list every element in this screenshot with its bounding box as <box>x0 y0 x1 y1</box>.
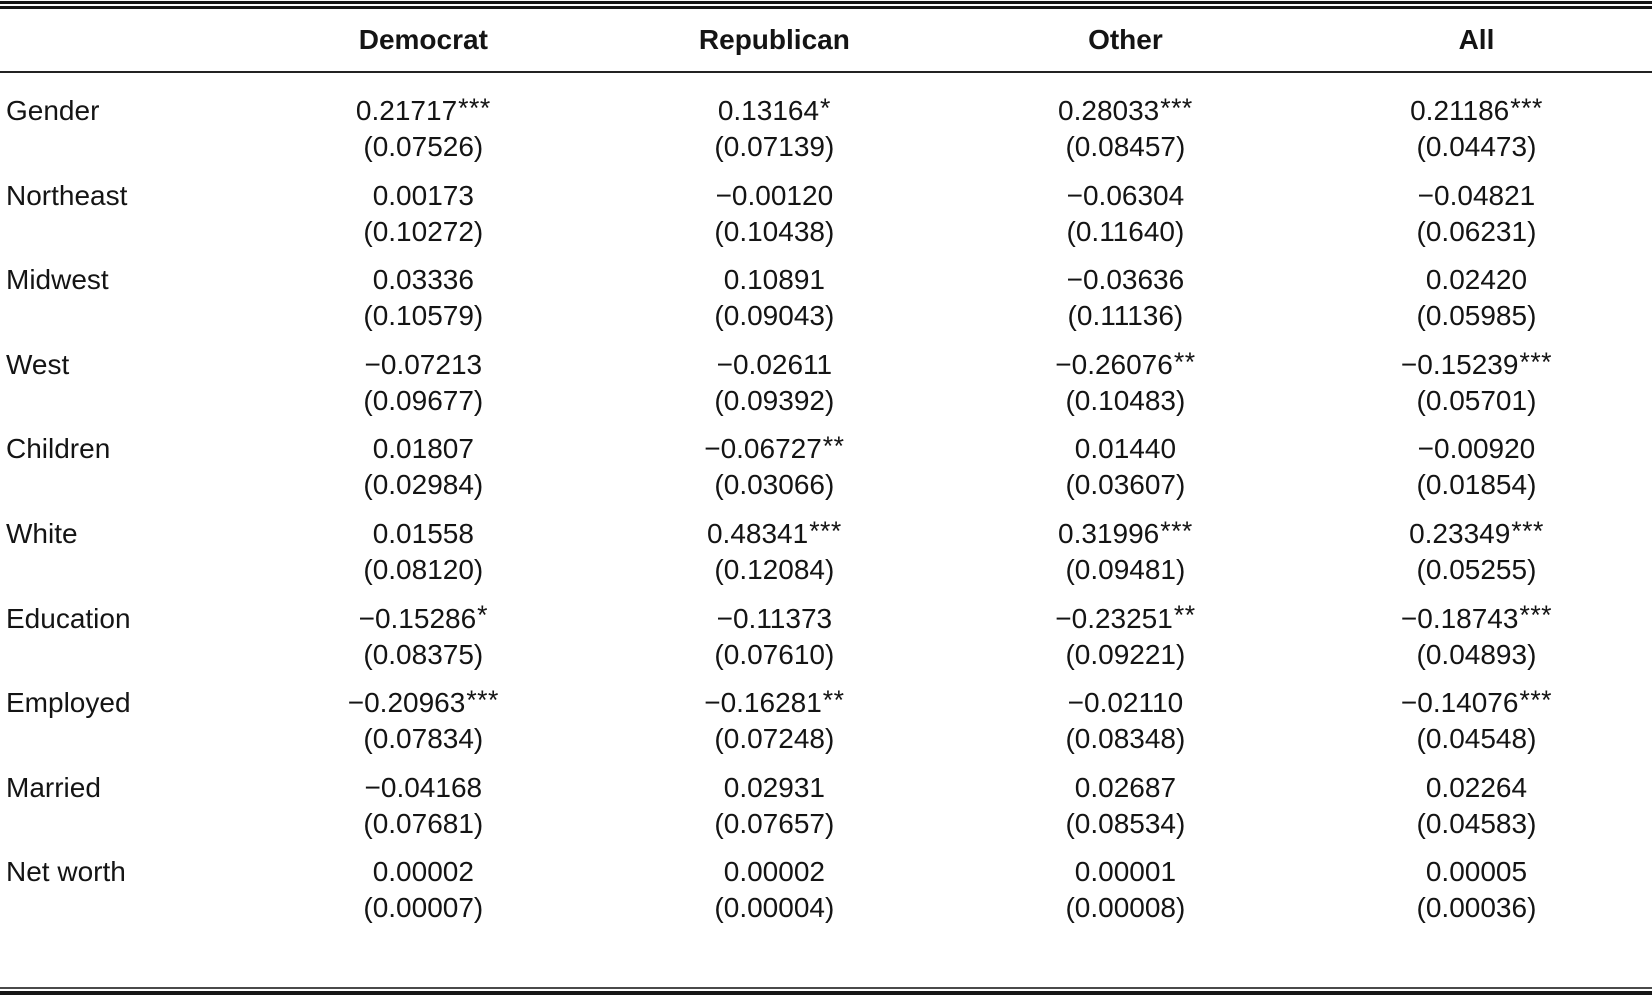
coefficient-value: 0.02687 <box>1074 771 1177 803</box>
standard-error: (0.04473) <box>1416 131 1537 162</box>
estimate-cell <box>599 174 950 259</box>
estimate-line <box>248 597 599 637</box>
estimate-line <box>950 343 1301 383</box>
standard-error: (0.07610) <box>714 638 835 670</box>
estimate-line <box>1301 174 1652 214</box>
significance-stars: *** <box>1519 346 1553 377</box>
estimate-cell <box>248 258 599 343</box>
estimate-cell <box>248 89 599 174</box>
row-label: Employed <box>6 687 131 719</box>
estimate-line <box>1301 427 1652 467</box>
significance-stars: *** <box>1511 515 1544 546</box>
estimate-cell <box>248 597 599 682</box>
standard-error: (0.00004) <box>714 892 835 924</box>
coefficient-value: 0.01807 <box>372 433 474 465</box>
standard-error: (0.10272) <box>363 215 484 247</box>
estimate-line <box>1301 89 1652 129</box>
standard-error: (0.00007) <box>363 892 484 924</box>
estimate-cell <box>950 512 1301 597</box>
estimate-cell <box>1301 766 1652 851</box>
column-header: Democrat <box>358 24 488 55</box>
estimate-cell <box>950 427 1301 512</box>
estimate-cell <box>950 174 1301 259</box>
standard-error: (0.08534) <box>1065 807 1186 839</box>
estimate-cell <box>1301 174 1652 259</box>
standard-error: (0.10438) <box>714 215 835 247</box>
header-row <box>0 9 1652 71</box>
column-header: All <box>1458 24 1495 55</box>
estimate-cell <box>1301 681 1652 766</box>
coefficient-value: −0.11373 <box>716 602 833 634</box>
estimate-cell <box>599 89 950 174</box>
coefficient-value: 0.23349 <box>1409 517 1511 549</box>
coefficient-value: 0.01558 <box>372 517 474 549</box>
row-label: Education <box>6 602 131 634</box>
row-label: Net worth <box>6 856 126 888</box>
estimate-cell <box>599 681 950 766</box>
coefficient-value: 0.00173 <box>372 179 474 211</box>
coefficient-value: −0.03636 <box>1066 264 1185 296</box>
standard-error: (0.04548) <box>1416 723 1537 755</box>
significance-stars: ** <box>1173 346 1196 377</box>
coefficient-value: −0.06727 <box>704 433 822 465</box>
coefficient-value: 0.21717 <box>355 95 458 126</box>
coefficient-value: 0.28033 <box>1058 95 1160 126</box>
estimate-line <box>950 681 1301 721</box>
estimate-cell <box>248 850 599 935</box>
significance-stars: *** <box>1519 684 1553 715</box>
significance-stars: *** <box>1160 92 1193 123</box>
significance-stars: *** <box>1510 92 1543 123</box>
estimate-line <box>950 174 1301 214</box>
estimate-line <box>950 597 1301 637</box>
estimate-cell <box>1301 512 1652 597</box>
significance-stars: * <box>820 92 831 123</box>
table-row <box>0 258 1652 343</box>
table-top-rule <box>0 1 1652 9</box>
standard-error: (0.09043) <box>714 300 835 332</box>
standard-error: (0.09221) <box>1065 638 1186 670</box>
standard-error: (0.01854) <box>1416 469 1537 501</box>
row-label: Gender <box>6 95 100 126</box>
estimate-line <box>950 512 1301 552</box>
coefficient-value: 0.10891 <box>723 264 825 296</box>
estimate-cell <box>950 89 1301 174</box>
estimate-line <box>248 681 599 721</box>
standard-error: (0.04893) <box>1416 638 1537 670</box>
table-row <box>0 766 1652 851</box>
estimate-line <box>1301 597 1652 637</box>
coefficient-value: −0.26076 <box>1055 348 1173 380</box>
estimate-cell <box>1301 427 1652 512</box>
column-header: Republican <box>698 24 850 55</box>
regression-table <box>0 1 1652 995</box>
estimate-cell <box>1301 89 1652 174</box>
coefficient-value: 0.21186 <box>1410 95 1510 126</box>
coefficient-value: 0.00005 <box>1425 856 1528 888</box>
estimate-line <box>599 427 950 467</box>
standard-error: (0.07139) <box>714 131 835 162</box>
estimate-cell <box>248 512 599 597</box>
estimate-cell <box>599 343 950 428</box>
estimate-line <box>950 850 1301 890</box>
row-label: Northeast <box>6 179 128 211</box>
estimate-line <box>599 766 950 806</box>
standard-error: (0.07834) <box>363 723 484 755</box>
estimate-line <box>599 850 950 890</box>
standard-error: (0.12084) <box>714 553 835 585</box>
coefficient-value: −0.02110 <box>1067 687 1184 719</box>
estimate-line <box>248 766 599 806</box>
standard-error: (0.03607) <box>1065 469 1186 501</box>
estimate-line <box>599 681 950 721</box>
standard-error: (0.08457) <box>1065 131 1186 162</box>
estimate-cell <box>599 427 950 512</box>
coefficient-value: −0.04821 <box>1417 179 1536 211</box>
row-label: Married <box>6 771 101 803</box>
coefficient-value: −0.02611 <box>716 348 833 380</box>
significance-stars: *** <box>1519 600 1553 631</box>
table-row <box>0 681 1652 766</box>
row-label: White <box>6 517 78 549</box>
significance-stars: ** <box>822 431 845 462</box>
significance-stars: * <box>477 600 489 631</box>
significance-stars: *** <box>809 515 842 546</box>
coefficient-value: −0.06304 <box>1066 179 1185 211</box>
table-row <box>0 174 1652 259</box>
estimate-line <box>599 597 950 637</box>
estimate-line <box>248 258 599 298</box>
row-label: Children <box>6 433 111 465</box>
standard-error: (0.05985) <box>1416 300 1537 332</box>
coefficient-value: 0.03336 <box>372 264 474 296</box>
coefficient-value: −0.20963 <box>347 687 466 719</box>
coefficient-value: −0.16281 <box>704 687 822 719</box>
coefficient-value: 0.02420 <box>1425 264 1528 296</box>
estimate-cell <box>599 766 950 851</box>
coefficient-value: 0.00001 <box>1074 856 1177 888</box>
estimate-cell <box>950 681 1301 766</box>
coefficient-value: −0.18743 <box>1400 602 1519 634</box>
coefficient-value: −0.04168 <box>364 771 483 803</box>
table-row <box>0 343 1652 428</box>
estimate-cell <box>248 427 599 512</box>
table-bottom-rule <box>0 987 1652 995</box>
estimate-line <box>1301 681 1652 721</box>
coefficient-value: −0.15239 <box>1400 348 1519 380</box>
table-row <box>0 850 1652 935</box>
standard-error: (0.07248) <box>714 723 835 755</box>
table-row <box>0 427 1652 512</box>
significance-stars: ** <box>822 684 845 715</box>
coefficient-value: −0.00920 <box>1417 433 1536 465</box>
estimate-line <box>599 174 950 214</box>
estimate-cell <box>599 512 950 597</box>
estimate-cell <box>1301 343 1652 428</box>
standard-error: (0.06231) <box>1416 215 1537 247</box>
standard-error: (0.07681) <box>363 807 484 839</box>
standard-error: (0.03066) <box>714 469 835 501</box>
estimate-line <box>950 258 1301 298</box>
standard-error: (0.08348) <box>1065 723 1186 755</box>
estimate-line <box>1301 766 1652 806</box>
estimate-cell <box>599 597 950 682</box>
significance-stars: *** <box>1160 515 1193 546</box>
standard-error: (0.08375) <box>363 638 484 670</box>
standard-error: (0.05255) <box>1416 553 1537 585</box>
bottom-gap <box>0 935 1652 987</box>
estimate-cell <box>1301 850 1652 935</box>
estimate-line <box>248 174 599 214</box>
standard-error: (0.10579) <box>363 300 484 332</box>
estimate-cell <box>950 258 1301 343</box>
estimate-line <box>248 89 599 129</box>
estimate-cell <box>950 766 1301 851</box>
estimate-line <box>1301 850 1652 890</box>
column-header: Other <box>1088 24 1163 55</box>
standard-error: (0.00008) <box>1065 892 1186 924</box>
coefficient-value: −0.07213 <box>364 348 483 380</box>
coefficient-value: 0.02931 <box>723 771 825 803</box>
coefficient-value: −0.00120 <box>715 179 834 211</box>
standard-error: (0.07526) <box>363 131 484 162</box>
estimate-line <box>950 427 1301 467</box>
estimate-line <box>599 258 950 298</box>
row-label: West <box>6 348 70 380</box>
estimate-cell <box>248 174 599 259</box>
standard-error: (0.09392) <box>714 384 835 416</box>
estimate-line <box>950 89 1301 129</box>
estimate-line <box>599 343 950 383</box>
row-label: Midwest <box>6 264 109 296</box>
table-body <box>0 73 1652 935</box>
coefficient-value: 0.00002 <box>372 856 474 888</box>
significance-stars: *** <box>466 684 499 715</box>
standard-error: (0.02984) <box>363 469 484 501</box>
estimate-line <box>950 766 1301 806</box>
standard-error: (0.05701) <box>1416 384 1537 416</box>
estimate-line <box>599 512 950 552</box>
coefficient-value: −0.23251 <box>1055 602 1173 634</box>
estimate-cell <box>599 258 950 343</box>
coefficient-value: 0.00002 <box>723 856 825 888</box>
estimate-line <box>248 343 599 383</box>
estimate-line <box>248 850 599 890</box>
estimate-cell <box>1301 597 1652 682</box>
standard-error: (0.11136) <box>1067 300 1184 332</box>
estimate-cell <box>248 343 599 428</box>
estimate-cell <box>248 681 599 766</box>
standard-error: (0.04583) <box>1416 807 1537 839</box>
estimate-line <box>1301 258 1652 298</box>
standard-error: (0.00036) <box>1416 892 1537 924</box>
estimate-cell <box>950 850 1301 935</box>
coefficient-value: 0.02264 <box>1425 771 1528 803</box>
table-row <box>0 512 1652 597</box>
estimate-line <box>248 427 599 467</box>
standard-error: (0.09481) <box>1065 553 1186 585</box>
estimate-line <box>1301 512 1652 552</box>
coefficient-value: 0.01440 <box>1074 433 1177 465</box>
estimate-cell <box>248 766 599 851</box>
standard-error: (0.10483) <box>1065 384 1186 416</box>
standard-error: (0.09677) <box>363 384 484 416</box>
standard-error: (0.11640) <box>1066 215 1185 247</box>
coefficient-value: 0.48341 <box>706 517 809 549</box>
standard-error: (0.08120) <box>363 553 484 585</box>
estimate-line <box>1301 343 1652 383</box>
standard-error: (0.07657) <box>714 807 835 839</box>
table-row <box>0 89 1652 174</box>
estimate-line <box>248 512 599 552</box>
significance-stars: ** <box>1173 600 1196 631</box>
estimate-cell <box>1301 258 1652 343</box>
table-row <box>0 597 1652 682</box>
coefficient-value: −0.15286 <box>358 602 477 634</box>
coefficient-value: 0.31996 <box>1058 517 1160 549</box>
coefficient-value: 0.13164 <box>717 95 820 126</box>
estimate-cell <box>950 597 1301 682</box>
significance-stars: *** <box>458 92 491 123</box>
estimate-cell <box>599 850 950 935</box>
coefficient-value: −0.14076 <box>1400 687 1519 719</box>
estimate-line <box>599 89 950 129</box>
estimate-cell <box>950 343 1301 428</box>
